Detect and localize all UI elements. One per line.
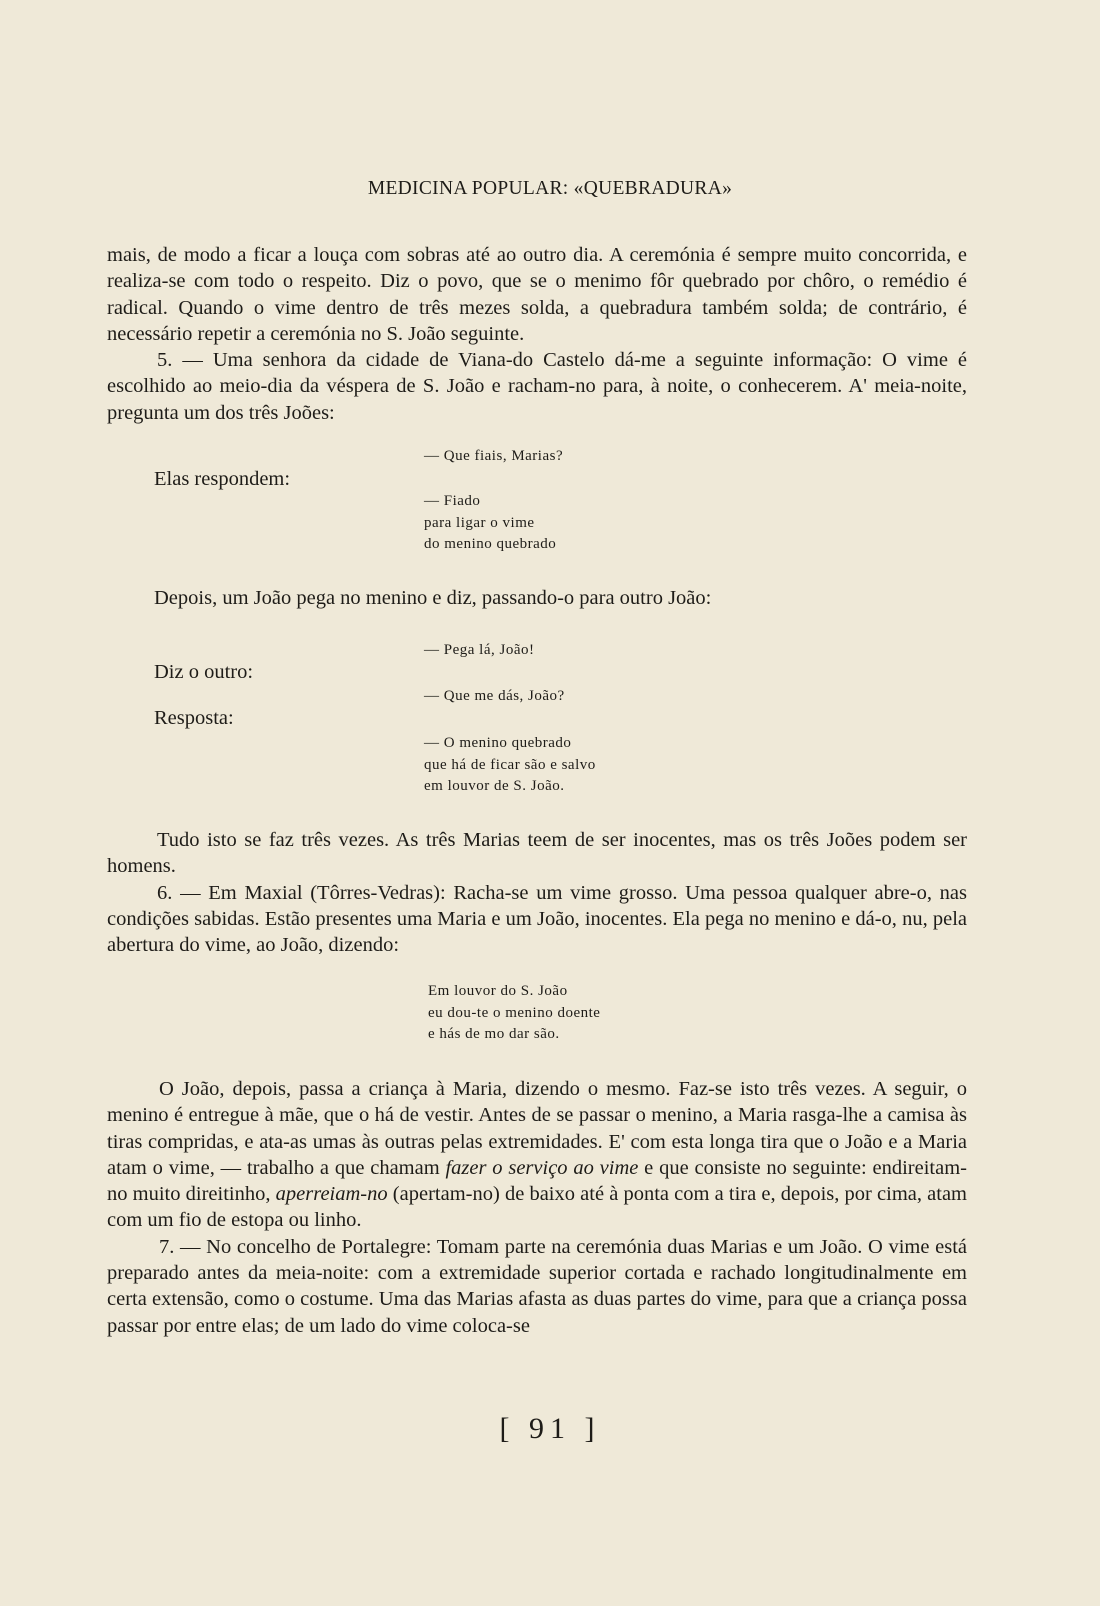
paragraph-4-text: Tudo isto se faz três vezes. As três Marias teem de ser inocentes, mas os três Joões podem ser homens. xyxy=(107,829,967,878)
paragraph-6 xyxy=(107,1076,967,1339)
paragraph-3-text: Depois, um João pega no menino e diz, passando-o para outro João: xyxy=(154,587,712,609)
paragraph-1-text: mais, de modo a ficar a louça com sobras até ao outro dia. A ceremónia é sempre muito concorrida, e realiza-se com todo o respeito. Diz o povo, que se o menimo fôr quebrado por chôro, o remédio é radical. Quando o vime dentro de três mezes solda, a quebradura também solda; de contrário, é necessário repetir a ceremónia no S. João seguinte. xyxy=(107,244,967,345)
verse-line: em louvor de S. João. xyxy=(424,778,565,794)
verse-line: e hás de mo dar são. xyxy=(428,1026,560,1042)
paragraph-6-text xyxy=(107,1076,967,1234)
verse-line: que há de ficar são e salvo xyxy=(424,756,596,773)
verse-line: Em louvor do S. João xyxy=(428,983,568,999)
verse-line: do menino quebrado xyxy=(424,536,557,552)
paragraph-1 xyxy=(107,242,967,426)
verse-answer-2 xyxy=(424,733,596,798)
verse-line: — Fiado xyxy=(424,493,481,509)
paragraph-6-part-c: (apertam-no) de baixo até à ponta com a tira e, depois, por cima, atam com um fio de estopa ou linho. xyxy=(107,1183,968,1232)
verse-question: — Que fiais, Marias? xyxy=(424,448,564,464)
paragraph-4 xyxy=(107,827,967,958)
paragraph-7-text: 7. — No concelho de Portalegre: Tomam parte na ceremónia duas Marias e um João. O vime está preparado antes da meia-noite: com a extremidade superior cortada e rachado longitudinalmente em certa extensão, como o costume. Uma das Marias afasta as duas partes do vime, para que a criança possa passar por entre elas; de um lado do vime coloca-se xyxy=(107,1235,967,1337)
paragraph-6-part-b: e que consiste no seguinte: endireitam-no muito direitinho, xyxy=(107,1156,967,1206)
verse-label-resposta: Resposta: xyxy=(154,707,234,729)
paragraph-5-text: 6. — Em Maxial (Tôrres-Vedras): Racha-se um vime grosso. Uma pessoa qualquer abre-o, nas condições sabidas. Estão presentes uma Maria e um João, inocentes. Ela pega no menino e dá-o, nu, pela abertura do vime, ao João, dizendo: xyxy=(107,881,967,957)
verse-louvor xyxy=(428,981,600,1046)
verse-line: eu dou-te o menino doente xyxy=(428,1004,601,1021)
verse-que-me-das: — Que me dás, João? xyxy=(424,688,565,704)
verse-answer-1 xyxy=(424,491,556,556)
verse-line: para ligar o vime xyxy=(424,514,535,531)
verse-label-elas: Elas respondem: xyxy=(154,468,291,490)
verse-line: — O menino quebrado xyxy=(424,735,572,751)
verse-pega: — Pega lá, João! xyxy=(424,642,535,658)
paragraph-6-part-a: O João, depois, passa a criança à Maria, dizendo o mesmo. Faz-se isto três vezes. A seguir, o menino é entregue à mãe, que o há de vestir. Antes de se passar o menino, a Maria rasga-lhe a camisa às tiras compridas, e ata-as umas às outras pelas extremidades. E' com esta longa tira que o João e a Maria atam o vime, — trabalho a que chamam xyxy=(107,1078,967,1179)
paragraph-2-text: 5. — Uma senhora da cidade de Viana-do Castelo dá-me a seguinte informação: O vime é escolhido ao meio-dia da véspera de S. João e racham-no para, à noite, o conhecerem. A' meia-noite, pregunta um dos três Joões: xyxy=(107,349,967,424)
verse-label-diz: Diz o outro: xyxy=(154,661,254,683)
running-header: MEDICINA POPULAR: «QUEBRADURA» xyxy=(367,178,733,199)
italic-term-aperreiam: aperreiam-no xyxy=(275,1183,388,1206)
italic-term-fazer: fazer o serviço ao vime xyxy=(445,1156,639,1179)
page-number: [ 91 ] xyxy=(499,1412,601,1445)
